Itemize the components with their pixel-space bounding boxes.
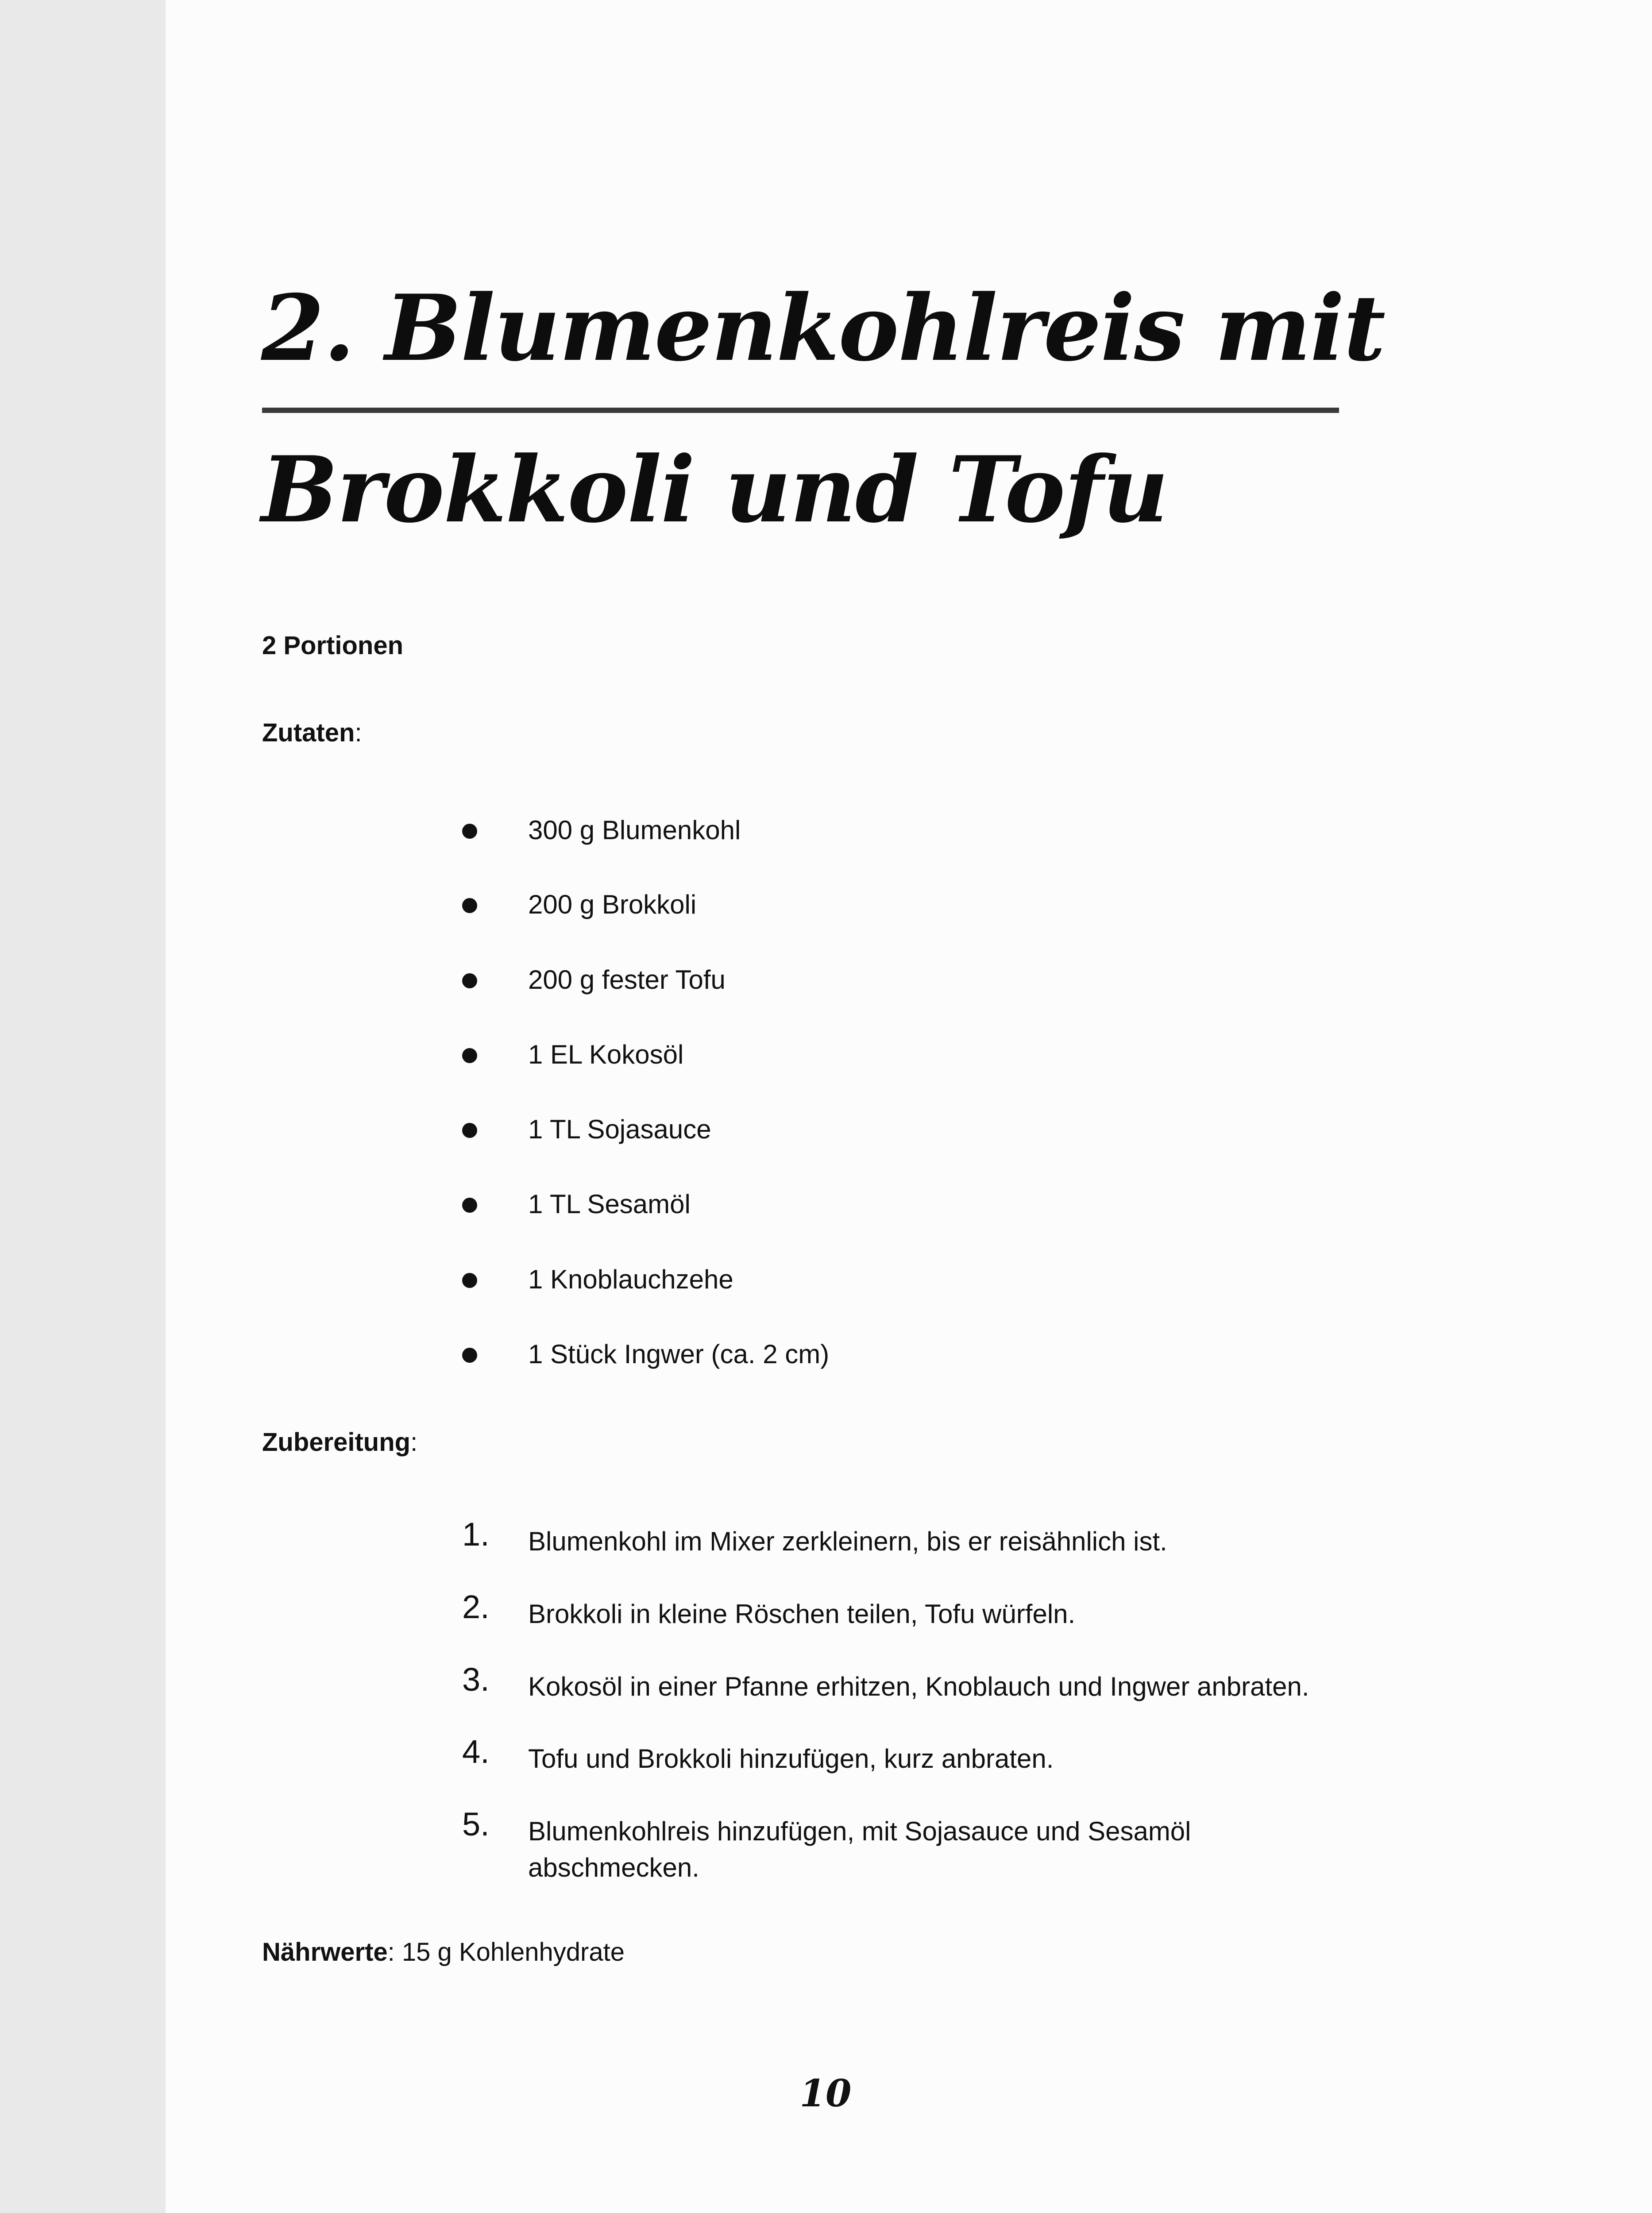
step-number: 5. xyxy=(462,1806,490,1843)
preparation-heading xyxy=(262,1430,417,1455)
ingredients-heading xyxy=(262,720,362,746)
nutrition-label: Nährwerte xyxy=(262,1938,388,1966)
bullet-icon xyxy=(462,973,477,988)
step-text: Brokkoli in kleine Röschen teilen, Tofu würfeln. xyxy=(528,1599,1076,1629)
bullet-icon xyxy=(462,1048,477,1063)
recipe-title-line-1: 2. Blumenkohlreis mit xyxy=(261,275,1385,382)
step-number: 2. xyxy=(462,1588,490,1625)
ingredient-text: 1 TL Sojasauce xyxy=(528,1114,711,1144)
preparation-colon: : xyxy=(410,1428,418,1457)
page-margin-strip xyxy=(0,0,166,2213)
ingredient-text: 1 EL Kokosöl xyxy=(528,1040,684,1069)
ingredient-item xyxy=(0,1116,1652,1152)
servings xyxy=(262,633,403,659)
step-text: Blumenkohlreis hinzufügen, mit Sojasauce und Sesamöl abschmecken. xyxy=(528,1816,1191,1882)
nutrition-value: 15 g Kohlenhydrate xyxy=(401,1938,625,1966)
ingredient-item xyxy=(0,1266,1652,1302)
ingredient-text: 200 g fester Tofu xyxy=(528,965,726,995)
ingredient-text: 1 TL Sesamöl xyxy=(528,1189,691,1219)
nutrition-info xyxy=(262,1939,625,1965)
step-text: Kokosöl in einer Pfanne erhitzen, Knoblauch und Ingwer anbraten. xyxy=(528,1672,1309,1701)
servings-text: 2 Portionen xyxy=(262,631,404,660)
ingredient-text: 300 g Blumenkohl xyxy=(528,815,741,845)
ingredient-item xyxy=(0,817,1652,852)
step-number: 3. xyxy=(462,1661,490,1698)
bullet-icon xyxy=(462,1348,477,1363)
recipe-title-line-2: Brokkoli und Tofu xyxy=(261,437,1168,543)
bullet-icon xyxy=(462,1198,477,1213)
ingredients-colon: : xyxy=(355,718,362,747)
preparation-label: Zubereitung xyxy=(262,1428,411,1457)
ingredient-item xyxy=(0,1041,1652,1077)
ingredient-text: 1 Knoblauchzehe xyxy=(528,1265,733,1294)
page-number: 10 xyxy=(799,2071,852,2115)
step-number: 1. xyxy=(462,1516,490,1553)
ingredient-item xyxy=(0,1341,1652,1376)
step-text: Tofu und Brokkoli hinzufügen, kurz anbraten. xyxy=(528,1744,1054,1773)
bullet-icon xyxy=(462,898,477,913)
nutrition-colon: : xyxy=(387,1938,402,1966)
bullet-icon xyxy=(462,1273,477,1288)
ingredient-text: 200 g Brokkoli xyxy=(528,890,697,919)
ingredients-label: Zutaten xyxy=(262,718,355,747)
title-divider xyxy=(262,408,1339,413)
step-number: 4. xyxy=(462,1733,490,1770)
bullet-icon xyxy=(462,824,477,839)
ingredient-item xyxy=(0,967,1652,1002)
ingredient-item xyxy=(0,891,1652,927)
ingredient-text: 1 Stück Ingwer (ca. 2 cm) xyxy=(528,1339,830,1369)
bullet-icon xyxy=(462,1123,477,1138)
step-text: Blumenkohl im Mixer zerkleinern, bis er reisähnlich ist. xyxy=(528,1527,1167,1556)
ingredient-item xyxy=(0,1191,1652,1226)
